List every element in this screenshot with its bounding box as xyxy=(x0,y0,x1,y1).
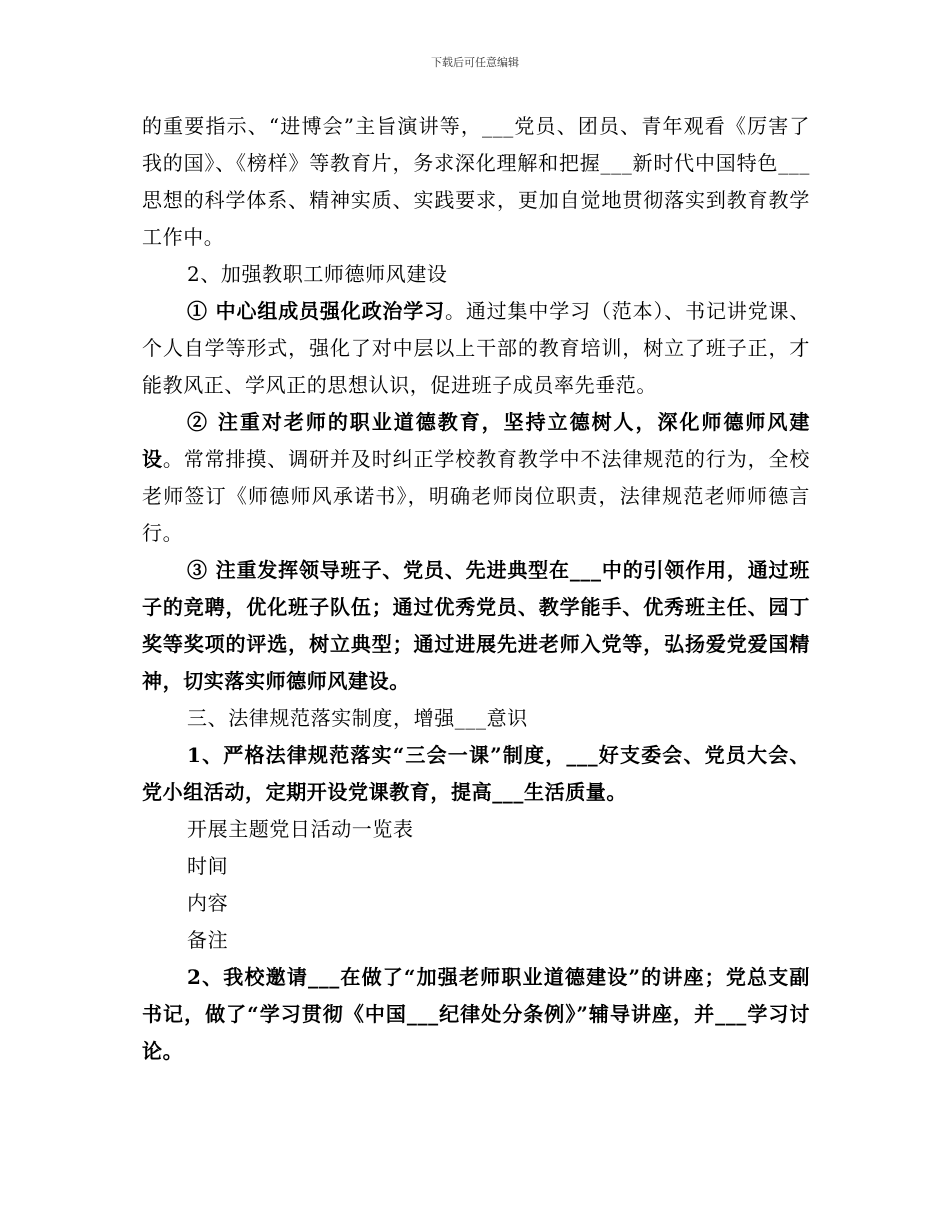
paragraph-lecture: 2、我校邀请___在做了“加强老师职业道德建设”的讲座；党总支副书记，做了“学习贯彻《中国___纪律处分条例》”辅导讲座，并___学习讨论。 xyxy=(142,965,810,1063)
paragraph-political-study-body: 。通过集中学习（范本）、书记讲党课、个人自学等形式，强化了对中层以上干部的教育培训，树立了班子正，才能教风正、学风正的思想认识，促进班子成员率先垂范。 xyxy=(142,299,810,397)
paragraph-three-meetings: 1、严格法律规范落实“三会一课”制度，___好支委会、党员大会、党小组活动，定期开设党课教育，提高___生活质量。 xyxy=(142,743,810,804)
paragraph-political-study-lead: ① 中心组成员强化政治学习 xyxy=(187,299,445,323)
document-body xyxy=(142,108,810,1070)
table-header-time: 时间 xyxy=(187,854,229,878)
paragraph-professional-ethics-lead: ② 注重对老师的职业道德教育，坚持立德树人，深化师德师风建设 xyxy=(142,410,810,471)
paragraph-1: 的重要指示、“进博会”主旨演讲等，___党员、团员、青年观看《厉害了我的国》、《榜样》等教育片，务求深化理解和把握___新时代中国特色___思想的科学体系、精神实质、实践要求，更加自觉地贯彻落实到教育教学工作中。 xyxy=(142,114,810,249)
paragraph-political-study xyxy=(142,293,810,404)
paragraph-leadership-role: ③ 注重发挥领导班子、党员、先进典型在___中的引领作用，通过班子的竞聘，优化班子队伍；通过优秀党员、教学能手、优秀班主任、园丁奖等奖项的评选，树立典型；通过进展先进老师入党等，弘扬爱党爱国精神，切实落实师德师风建设。 xyxy=(142,558,810,693)
activity-table xyxy=(142,811,810,959)
heading-system-implementation: 三、法律规范落实制度，增强___意识 xyxy=(187,706,528,730)
paragraph-professional-ethics-body: 。常常排摸、调研并及时纠正学校教育教学中不法律规范的行为，全校老师签订《师德师风承诺书》，明确老师岗位职责，法律规范老师师德言行。 xyxy=(142,447,810,545)
table-header-notes: 备注 xyxy=(187,928,229,952)
table-title: 开展主题党日活动一览表 xyxy=(187,817,414,841)
paragraph-professional-ethics xyxy=(142,404,810,552)
page-header: 下载后可任意编辑 xyxy=(431,56,519,69)
heading-teacher-ethics: 2、加强教职工师德师风建设 xyxy=(187,262,448,286)
table-header-content: 内容 xyxy=(187,891,229,915)
